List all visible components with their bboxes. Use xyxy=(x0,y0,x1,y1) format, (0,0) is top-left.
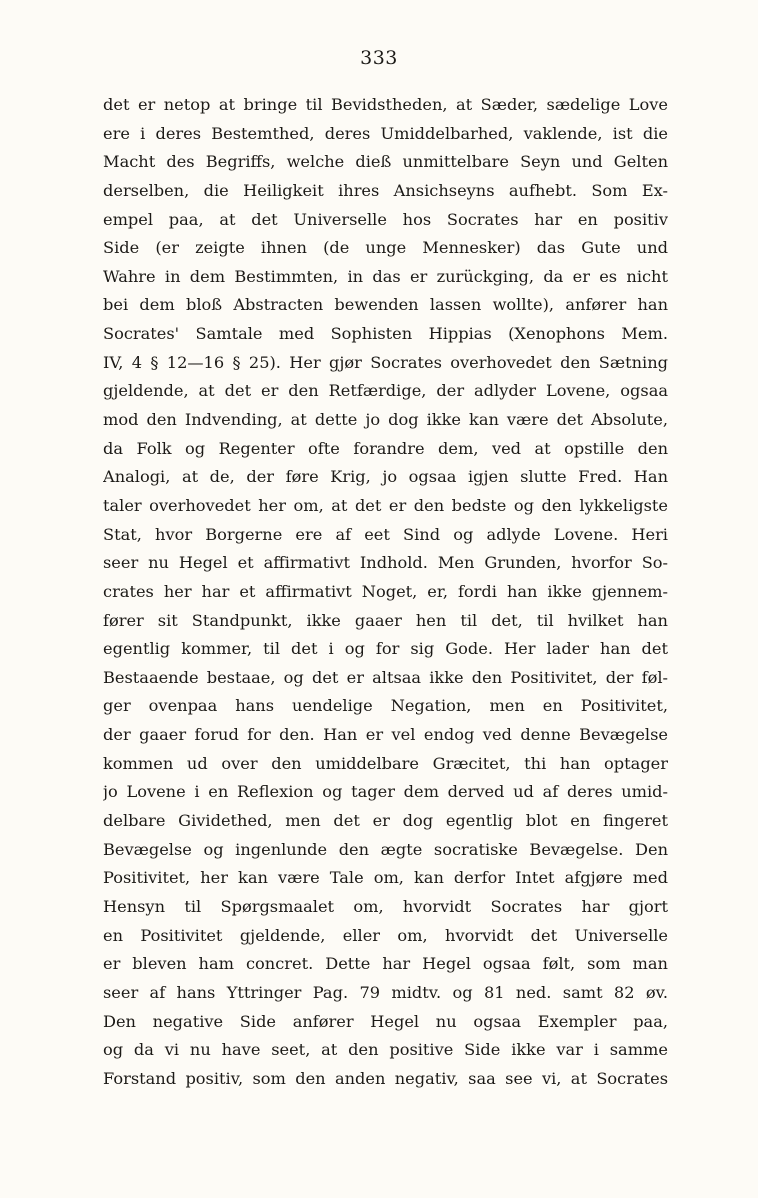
text-line: Stat, hvor Borgerne ere af eet Sind og adlyde Lovene. Heri xyxy=(103,524,668,544)
text-line: seer nu Hegel et affirmativt Indhold. Men Grunden, hvorfor So- xyxy=(103,553,668,573)
text-line: egentlig kommer, til det i og for sig Gode. Her lader han det xyxy=(103,639,668,659)
text-line: er bleven ham concret. Dette har Hegel ogsaa følt, som man xyxy=(103,954,668,974)
body-text xyxy=(103,91,668,1093)
text-line: Hensyn til Spørgsmaalet om, hvorvidt Socrates har gjort xyxy=(103,896,668,916)
text-line: Wahre in dem Bestimmten, in das er zurückging, da er es nicht xyxy=(103,266,668,286)
text-line: Analogi, at de, der føre Krig, jo ogsaa igjen slutte Fred. Han xyxy=(103,467,668,487)
text-line: ger ovenpaa hans uendelige Negation, men en Positivitet, xyxy=(103,696,668,716)
text-line: der gaaer forud for den. Han er vel endog ved denne Bevægelse xyxy=(103,725,668,745)
text-line: bei dem bloß Abstracten bewenden lassen wollte), anfører han xyxy=(103,295,668,315)
text-line: Positivitet, her kan være Tale om, kan derfor Intet afgjøre med xyxy=(103,868,668,888)
text-line: gjeldende, at det er den Retfærdige, der adlyder Lovene, ogsaa xyxy=(103,381,668,401)
text-line: Bestaaende bestaae, og det er altsaa ikke den Positivitet, der føl- xyxy=(103,667,668,687)
text-line: jo Lovene i en Reflexion og tager dem derved ud af deres umid- xyxy=(103,782,668,802)
page-number: 333 xyxy=(360,47,398,69)
text-line: empel paa, at det Universelle hos Socrates har en positiv xyxy=(103,209,668,229)
text-line: Macht des Begriffs, welche dieß unmittelbare Seyn und Gelten xyxy=(103,152,668,172)
text-line: Bevægelse og ingenlunde den ægte socratiske Bevægelse. Den xyxy=(103,839,668,859)
text-line: mod den Indvending, at dette jo dog ikke kan være det Absolute, xyxy=(103,410,668,430)
text-line: seer af hans Yttringer Pag. 79 midtv. og 81 ned. samt 82 øv. xyxy=(103,982,668,1002)
text-line: derselben, die Heiligkeit ihres Ansichseyns aufhebt. Som Ex- xyxy=(103,180,668,200)
text-line: da Folk og Regenter ofte forandre dem, ved at opstille den xyxy=(103,438,668,458)
text-line: IV, 4 § 12—16 § 25). Her gjør Socrates overhovedet den Sætning xyxy=(103,352,668,372)
text-line: og da vi nu have seet, at den positive Side ikke var i samme xyxy=(103,1040,668,1060)
text-line: en Positivitet gjeldende, eller om, hvorvidt det Universelle xyxy=(103,925,668,945)
text-line: Socrates' Samtale med Sophisten Hippias (Xenophons Mem. xyxy=(103,324,668,344)
text-line: Den negative Side anfører Hegel nu ogsaa Exempler paa, xyxy=(103,1011,668,1031)
text-line: Forstand positiv, som den anden negativ, saa see vi, at Socrates xyxy=(103,1068,668,1088)
text-line: Side (er zeigte ihnen (de unge Mennesker) das Gute und xyxy=(103,238,668,258)
text-line: crates her har et affirmativt Noget, er, fordi han ikke gjennem- xyxy=(103,581,668,601)
text-line: kommen ud over den umiddelbare Græcitet, thi han optager xyxy=(103,753,668,773)
text-line: delbare Gividethed, men det er dog egentlig blot en fingeret xyxy=(103,811,668,831)
text-line: det er netop at bringe til Bevidstheden, at Sæder, sædelige Love xyxy=(103,95,668,114)
text-line: fører sit Standpunkt, ikke gaaer hen til det, til hvilket han xyxy=(103,610,668,630)
text-line: taler overhovedet her om, at det er den bedste og den lykkeligste xyxy=(103,495,668,515)
text-line: ere i deres Bestemthed, deres Umiddelbarhed, vaklende, ist die xyxy=(103,123,668,143)
